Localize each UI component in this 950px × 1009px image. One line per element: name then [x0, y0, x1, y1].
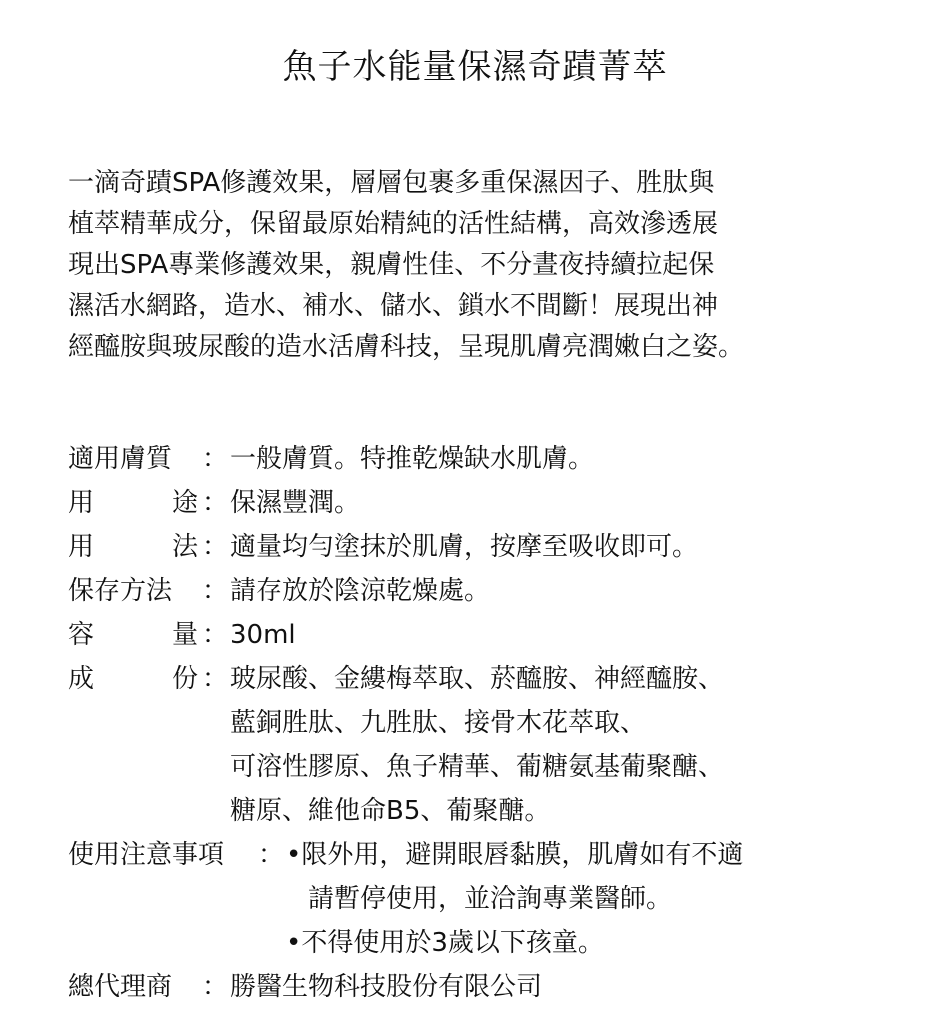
- spec-distributor-value: 勝醫生物科技股份有限公司: [230, 972, 543, 1002]
- spec-skin-type-label: [68, 437, 198, 481]
- spec-storage: [68, 569, 928, 613]
- ingredient-line: 可溶性膠原、魚子精華、葡糖氨基葡聚醣、: [230, 752, 725, 782]
- colon: ：: [202, 444, 229, 474]
- label-char: 份: [171, 664, 198, 694]
- label-char: 用: [68, 532, 95, 562]
- label-char: 用: [68, 488, 95, 518]
- spec-ingredients: [68, 657, 928, 701]
- spec-skin-type-value: 一般膚質。特推乾燥缺水肌膚。: [230, 444, 595, 474]
- spec-skin-type: [68, 437, 928, 481]
- spec-distributor: [68, 965, 928, 1009]
- product-description: [68, 163, 888, 368]
- spec-notes-label: 使用注意事項: [68, 840, 225, 870]
- note-item: •限外用，避開眼唇黏膜，肌膚如有不適: [286, 840, 744, 870]
- description-line: 植萃精華成分，保留最原始精純的活性結構，高效滲透展: [68, 209, 719, 239]
- ingredient-line: 玻尿酸、金縷梅萃取、菸醯胺、神經醯胺、: [230, 664, 725, 694]
- spec-method-label: [68, 525, 198, 569]
- spec-ingredients-cont: [68, 701, 928, 745]
- spec-notes: [68, 833, 928, 877]
- colon: ：: [202, 664, 229, 694]
- label-char: 法: [171, 532, 198, 562]
- spec-volume: [68, 613, 928, 657]
- description-line: 經醯胺與玻尿酸的造水活膚科技，呈現肌膚亮潤嫩白之姿。: [68, 332, 745, 362]
- description-line: 一滴奇蹟SPA修護效果，層層包裹多重保濕因子、胜肽與: [68, 168, 715, 198]
- spec-usage-label: [68, 481, 198, 525]
- label-char: 量: [171, 620, 198, 650]
- note-item-cont: 請暫停使用，並洽詢專業醫師。: [308, 884, 673, 914]
- spec-volume-label: [68, 613, 198, 657]
- spec-distributor-label: 總代理商: [68, 972, 173, 1002]
- colon: ：: [202, 488, 229, 518]
- colon: ：: [258, 840, 285, 870]
- colon: ：: [202, 576, 229, 606]
- description-line: 現出SPA專業修護效果，親膚性佳、不分晝夜持續拉起保: [68, 250, 715, 280]
- spec-storage-value: 請存放於陰涼乾燥處。: [230, 576, 491, 606]
- label-char: 容: [68, 620, 95, 650]
- spec-storage-label: 保存方法: [68, 576, 173, 606]
- product-specs: [68, 437, 928, 1009]
- spec-ingredients-cont: [68, 789, 928, 833]
- label-char: 成: [68, 664, 95, 694]
- label-text: 適用膚質: [68, 444, 173, 474]
- spec-method-value: 適量均勻塗抹於肌膚，按摩至吸收即可。: [230, 532, 699, 562]
- spec-usage-value: 保濕豐潤。: [230, 488, 361, 518]
- spec-volume-value: 30ml: [230, 620, 296, 650]
- label-char: 途: [171, 488, 198, 518]
- ingredient-line: 糖原、維他命B5、葡聚醣。: [230, 796, 551, 826]
- spec-notes-cont: [68, 921, 928, 965]
- spec-ingredients-cont: [68, 745, 928, 789]
- colon: ：: [202, 620, 229, 650]
- spec-ingredients-label: [68, 657, 198, 701]
- colon: ：: [202, 972, 229, 1002]
- ingredient-line: 藍銅胜肽、九胜肽、接骨木花萃取、: [230, 708, 647, 738]
- spec-usage: [68, 481, 928, 525]
- spec-notes-cont: [68, 877, 928, 921]
- note-item: •不得使用於3歲以下孩童。: [286, 928, 604, 958]
- colon: ：: [202, 532, 229, 562]
- spec-method: [68, 525, 928, 569]
- description-line: 濕活水網路，造水、補水、儲水、鎖水不間斷！展現出神: [68, 291, 719, 321]
- product-title: 魚子水能量保濕奇蹟菁萃: [282, 47, 668, 87]
